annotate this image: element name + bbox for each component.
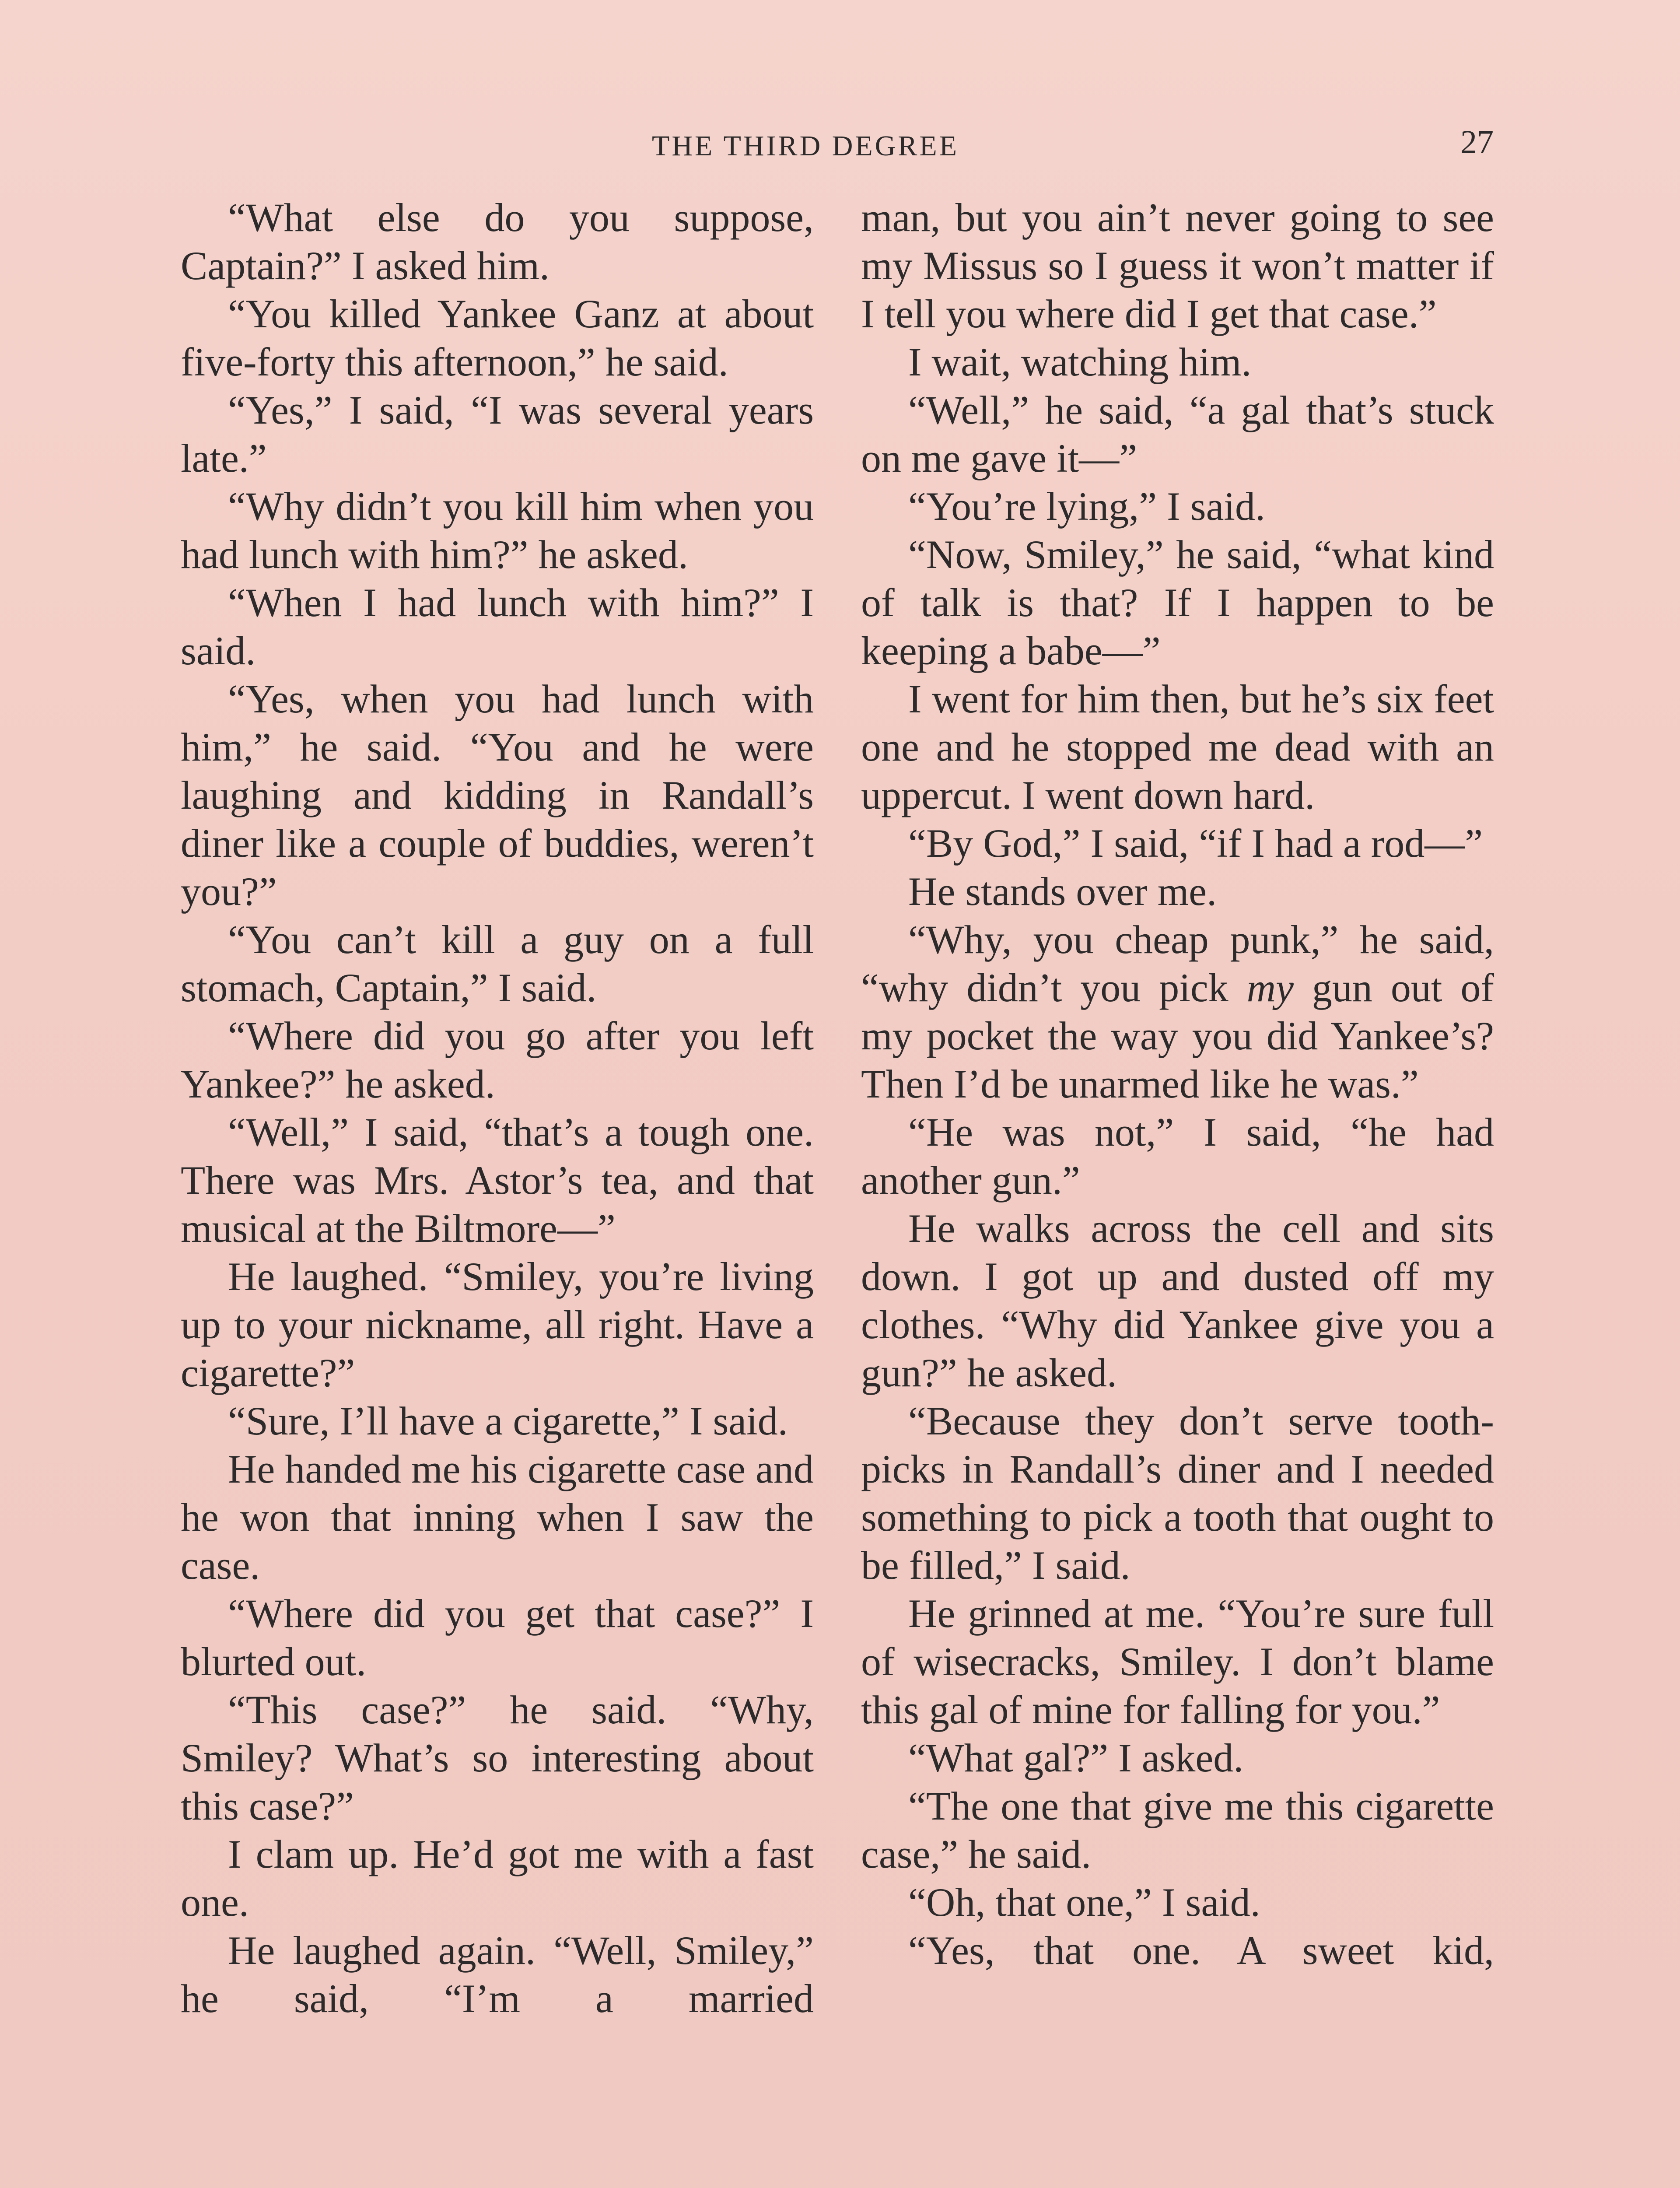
running-title: THE THIRD DEGREE (652, 130, 959, 162)
paragraph: “By God,” I said, “if I had a rod—” (908, 821, 1483, 866)
paragraph: “Because they don’t serve toothpicks in Randall’s diner and I needed something to pick a tooth that ought to be filled,” I said. (861, 1399, 1494, 1588)
paragraph: I went for him then, but he’s six feet one and he stopped me dead with an uppercut. I went down hard. (861, 677, 1494, 817)
paragraph: man, but you ain’t never going to see my Missus so I guess it won’t matter if I tell you where did I get that case.” (861, 195, 1494, 336)
paragraph: “The one that give me this cigarette case,” he said. (861, 1784, 1494, 1876)
paragraph: “Well,” he said, “a gal that’s stuck on me gave it—” (861, 388, 1494, 480)
emphasis-text: my (1246, 965, 1294, 1010)
paragraph: “You can’t kill a guy on a full stomach, Captain,” I said. (181, 917, 814, 1010)
paragraph: “You’re lying,” I said. (908, 484, 1265, 529)
paragraph: I clam up. He’d got me with a fast one. (181, 1832, 814, 1925)
paragraph: He handed me his cigarette case and he won that inning when I saw the case. (181, 1447, 814, 1588)
paragraph: “Well,” I said, “that’s a tough one. There was Mrs. Astor’s tea, and that musical at the Biltmore—” (181, 1110, 814, 1251)
paragraph: He walks across the cell and sits down. I got up and dusted off my clothes. “Why did Yankee give you a gun?” he asked. (861, 1206, 1494, 1395)
paragraph: “Where did you go after you left Yankee?” he asked. (181, 1013, 814, 1106)
paragraph-text: gun out of my pocket the way you did Yankee’s? Then I’d be unarmed like he was.” (861, 965, 1494, 1106)
paragraph: “What gal?” I asked. (908, 1736, 1244, 1780)
paragraph: He grinned at me. “You’re sure full of wisecracks, Smiley. I don’t blame this gal of mine for falling for you.” (861, 1591, 1494, 1732)
paragraph: He stands over me. (908, 869, 1217, 914)
paragraph: “Yes, that one. A sweet kid, (908, 1928, 1494, 1973)
paragraph: “Oh, that one,” I said. (908, 1880, 1260, 1925)
paragraph-text: “Why, you cheap punk,” he said, “why didn’t you pick (861, 917, 1494, 1010)
paragraph: “Yes,” I said, “I was several years late.” (181, 388, 814, 480)
paragraph: “Yes, when you had lunch with him,” he said. “You and he were laughing and kidding in Randall’s diner like a couple of buddies, weren’t you?” (181, 677, 814, 914)
text-column-left (181, 193, 814, 2023)
paragraph: He laughed again. “Well, Smiley,” he said, “I’m a married (181, 1928, 814, 2021)
paragraph: “Why didn’t you kill him when you had lunch with him?” he asked. (181, 484, 814, 577)
paragraph: “You killed Yankee Ganz at about five-forty this afternoon,” he said. (181, 291, 814, 384)
paragraph: “He was not,” I said, “he had another gun.” (861, 1110, 1494, 1203)
paragraph: “This case?” he said. “Why, Smiley? What’s so interesting about this case?” (181, 1687, 814, 1828)
page-number: 27 (1460, 124, 1494, 161)
paragraph: “Sure, I’ll have a cigarette,” I said. (228, 1399, 788, 1443)
paragraph: “What else do you suppose, Captain?” I asked him. (181, 195, 814, 288)
paragraph: “When I had lunch with him?” I said. (181, 580, 814, 673)
paragraph: “Where did you get that case?” I blurted out. (181, 1591, 814, 1684)
paragraph (861, 915, 1494, 1108)
paragraph: I wait, watching him. (908, 340, 1252, 384)
text-column-right (861, 193, 1494, 1974)
paragraph: He laughed. “Smiley, you’re living up to your nickname, all right. Have a cigarette?” (181, 1254, 814, 1395)
paragraph: “Now, Smiley,” he said, “what kind of talk is that? If I happen to be keeping a babe—” (861, 532, 1494, 673)
